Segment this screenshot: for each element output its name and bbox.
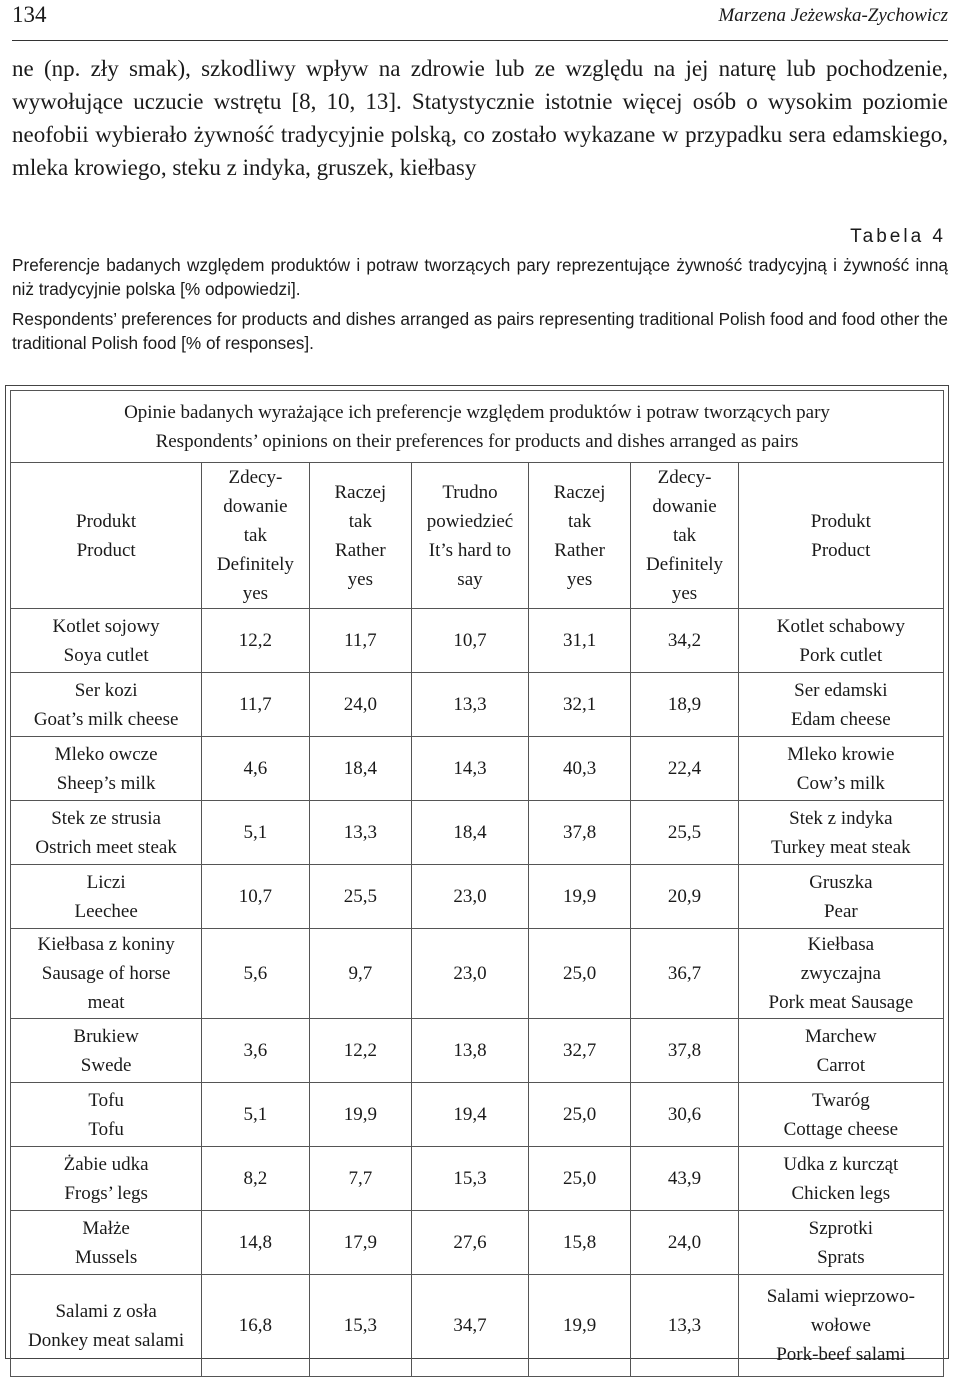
column-header-rather-yes-left: Raczej tak Rather yes — [309, 463, 412, 609]
product-right-cell: Stek z indyka Turkey meat steak — [738, 801, 943, 865]
product-left-cell: Tofu Tofu — [11, 1083, 202, 1147]
product-right-cell: Szprotki Sprats — [738, 1211, 943, 1275]
value-cell: 15,3 — [412, 1147, 529, 1211]
value-cell: 37,8 — [528, 801, 631, 865]
value-cell: 22,4 — [631, 737, 738, 801]
product-right-cell: Salami wieprzowo- wołowe Pork-beef salami — [738, 1275, 943, 1377]
value-cell: 37,8 — [631, 1019, 738, 1083]
value-cell: 11,7 — [202, 673, 309, 737]
value-cell: 14,3 — [412, 737, 529, 801]
value-cell: 13,8 — [412, 1019, 529, 1083]
value-cell: 40,3 — [528, 737, 631, 801]
table-row — [11, 801, 944, 865]
product-right-cell: Marchew Carrot — [738, 1019, 943, 1083]
value-cell: 3,6 — [202, 1019, 309, 1083]
product-left-cell: Stek ze strusia Ostrich meet steak — [11, 801, 202, 865]
preferences-table — [10, 390, 944, 1377]
table-caption-english: Respondents’ preferences for products and dishes arranged as pairs representing traditional Polish food and food other the traditional Polish food [% of responses]. — [12, 309, 948, 353]
value-cell: 13,3 — [631, 1275, 738, 1377]
table-frame — [5, 385, 949, 1365]
table-row — [11, 1083, 944, 1147]
table-label: Tabela 4 — [850, 226, 946, 247]
table-caption-polish: Preferencje badanych względem produktów i potraw tworzących pary reprezentujące żywność tradycyjną i żywność inną niż tradycyjnie polska [% odpowiedzi]. — [12, 255, 948, 299]
value-cell: 17,9 — [309, 1211, 412, 1275]
value-cell: 4,6 — [202, 737, 309, 801]
product-right-cell: Mleko krowie Cow’s milk — [738, 737, 943, 801]
value-cell: 25,5 — [309, 865, 412, 929]
value-cell: 34,7 — [412, 1275, 529, 1377]
product-left-cell: Salami z osła Donkey meat salami — [11, 1275, 202, 1377]
value-cell: 43,9 — [631, 1147, 738, 1211]
value-cell: 13,3 — [412, 673, 529, 737]
value-cell: 25,0 — [528, 929, 631, 1019]
column-header-definitely-yes-left: Zdecy- dowanie tak Definitely yes — [202, 463, 309, 609]
table-row — [11, 1019, 944, 1083]
group-header-cell — [11, 391, 944, 463]
value-cell: 23,0 — [412, 865, 529, 929]
body-paragraph: ne (np. zły smak), szkodliwy wpływ na zdrowie lub ze względu na jej naturę lub pochodzenie, wywołujące uczucie wstrętu [8, 10, 13]. Statystycznie istotnie więcej osób o wysokim poziomie neofobii wybierało żywność tradycyjnie polską, co zostało wykazane w przypadku sera edamskiego, mleka krowiego, steku z indyka, gruszek, kiełbasy — [12, 56, 948, 180]
value-cell: 16,8 — [202, 1275, 309, 1377]
value-cell: 32,1 — [528, 673, 631, 737]
value-cell: 18,4 — [309, 737, 412, 801]
product-left-cell: Kiełbasa z koniny Sausage of horse meat — [11, 929, 202, 1019]
value-cell: 7,7 — [309, 1147, 412, 1211]
product-right-cell: Gruszka Pear — [738, 865, 943, 929]
column-header-product-left: Produkt Product — [11, 463, 202, 609]
product-left-cell: Mleko owcze Sheep’s milk — [11, 737, 202, 801]
value-cell: 27,6 — [412, 1211, 529, 1275]
product-right-cell: Ser edamski Edam cheese — [738, 673, 943, 737]
product-left-cell: Żabie udka Frogs’ legs — [11, 1147, 202, 1211]
value-cell: 30,6 — [631, 1083, 738, 1147]
value-cell: 18,9 — [631, 673, 738, 737]
table-row — [11, 929, 944, 1019]
product-left-cell: Kotlet sojowy Soya cutlet — [11, 609, 202, 673]
value-cell: 8,2 — [202, 1147, 309, 1211]
table-row — [11, 737, 944, 801]
table-row — [11, 1275, 944, 1377]
value-cell: 20,9 — [631, 865, 738, 929]
value-cell: 23,0 — [412, 929, 529, 1019]
product-right-cell: Kotlet schabowy Pork cutlet — [738, 609, 943, 673]
value-cell: 34,2 — [631, 609, 738, 673]
table-row — [11, 865, 944, 929]
table-row — [11, 1211, 944, 1275]
value-cell: 19,9 — [528, 865, 631, 929]
value-cell: 12,2 — [309, 1019, 412, 1083]
table-row — [11, 609, 944, 673]
value-cell: 25,5 — [631, 801, 738, 865]
value-cell: 25,0 — [528, 1147, 631, 1211]
group-header-english: Respondents’ opinions on their preferences for products and dishes arranged as pairs — [155, 430, 799, 452]
value-cell: 15,8 — [528, 1211, 631, 1275]
page-header — [12, 0, 948, 41]
value-cell: 31,1 — [528, 609, 631, 673]
value-cell: 5,6 — [202, 929, 309, 1019]
product-right-cell: Kiełbasa zwyczajna Pork meat Sausage — [738, 929, 943, 1019]
value-cell: 18,4 — [412, 801, 529, 865]
product-right-cell: Udka z kurcząt Chicken legs — [738, 1147, 943, 1211]
value-cell: 36,7 — [631, 929, 738, 1019]
value-cell: 24,0 — [631, 1211, 738, 1275]
page-number: 134 — [12, 2, 47, 27]
value-cell: 12,2 — [202, 609, 309, 673]
value-cell: 19,4 — [412, 1083, 529, 1147]
value-cell: 11,7 — [309, 609, 412, 673]
table-column-header-row — [11, 463, 944, 609]
table-row — [11, 673, 944, 737]
value-cell: 19,9 — [309, 1083, 412, 1147]
value-cell: 19,9 — [528, 1275, 631, 1377]
value-cell: 9,7 — [309, 929, 412, 1019]
product-left-cell: Brukiew Swede — [11, 1019, 202, 1083]
column-header-rather-yes-right: Raczej tak Rather yes — [528, 463, 631, 609]
value-cell: 13,3 — [309, 801, 412, 865]
value-cell: 25,0 — [528, 1083, 631, 1147]
value-cell: 24,0 — [309, 673, 412, 737]
value-cell: 10,7 — [202, 865, 309, 929]
running-head-author: Marzena Jeżewska-Zychowicz — [718, 5, 948, 26]
value-cell: 10,7 — [412, 609, 529, 673]
value-cell: 15,3 — [309, 1275, 412, 1377]
value-cell: 14,8 — [202, 1211, 309, 1275]
table-group-header-row — [11, 391, 944, 463]
column-header-definitely-yes-right: Zdecy- dowanie tak Definitely yes — [631, 463, 738, 609]
table-row — [11, 1147, 944, 1211]
value-cell: 32,7 — [528, 1019, 631, 1083]
group-header-polish: Opinie badanych wyrażające ich preferencje względem produktów i potraw tworzących pary — [124, 401, 830, 423]
product-left-cell: Ser kozi Goat’s milk cheese — [11, 673, 202, 737]
column-header-product-right: Produkt Product — [738, 463, 943, 609]
column-header-hard-to-say: Trudno powiedzieć It’s hard to say — [412, 463, 529, 609]
product-left-cell: Liczi Leechee — [11, 865, 202, 929]
product-right-cell: Twaróg Cottage cheese — [738, 1083, 943, 1147]
value-cell: 5,1 — [202, 1083, 309, 1147]
product-left-cell: Małże Mussels — [11, 1211, 202, 1275]
value-cell: 5,1 — [202, 801, 309, 865]
